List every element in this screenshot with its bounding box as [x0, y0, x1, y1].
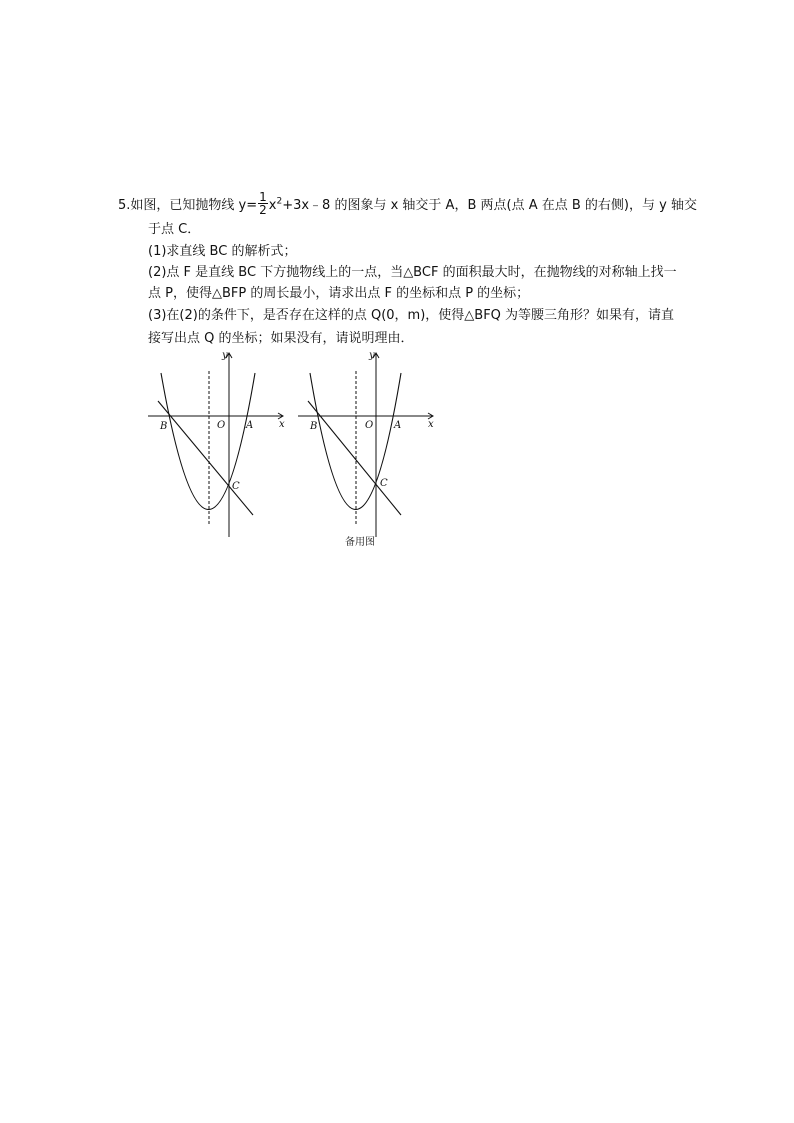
intro-text-c: 于点 C． — [148, 222, 201, 237]
label-c: C — [232, 481, 240, 492]
part-3-line-1: (3)在(2)的条件下，是否存在这样的点 Q(0，m)，使得△BFQ 为等腰三角形？如果有，请直 — [148, 308, 675, 323]
backup-figure-caption: 备用图 — [345, 537, 375, 548]
figure-parabola-2 — [290, 345, 440, 540]
intro-text-a: 如图，已知抛物线 y= — [130, 198, 258, 213]
label-c: C — [380, 478, 388, 489]
exponent: 2 — [276, 196, 283, 207]
problem-intro-line — [118, 190, 697, 218]
label-o: O — [217, 420, 226, 431]
problem-number: 5. — [118, 198, 131, 213]
x-variable: x — [268, 198, 277, 213]
label-y: y — [369, 350, 375, 361]
fraction-denominator: 2 — [259, 203, 267, 217]
label-y: y — [222, 350, 228, 361]
part-2-line-1: (2)点 F 是直线 BC 下方抛物线上的一点，当△BCF 的面积最大时，在抛物线的对称轴上找一 — [148, 265, 677, 280]
label-b: B — [310, 421, 318, 432]
label-o: O — [365, 420, 374, 431]
figure-parabola-1 — [140, 345, 290, 540]
line-bc — [158, 401, 253, 515]
intro-text-b: +3x﹣8 的图象与 x 轴交于 A，B 两点(点 A 在点 B 的右侧)，与 y 轴交 — [282, 198, 697, 213]
part-1: (1)求直线 BC 的解析式； — [148, 244, 297, 259]
label-x: x — [428, 419, 434, 430]
label-a: A — [246, 420, 254, 431]
label-b: B — [160, 421, 168, 432]
label-x: x — [279, 419, 285, 430]
part-3-line-2: 接写出点 Q 的坐标；如果没有，请说明理由． — [148, 331, 414, 346]
parabola-curve — [161, 373, 255, 510]
fraction-numerator: 1 — [259, 190, 267, 204]
label-a: A — [394, 420, 402, 431]
fraction-one-half — [258, 191, 268, 216]
part-2-line-2: 点 P，使得△BFP 的周长最小，请求出点 F 的坐标和点 P 的坐标； — [148, 286, 530, 301]
line-bc — [308, 401, 401, 515]
problem-5 — [0, 0, 794, 560]
